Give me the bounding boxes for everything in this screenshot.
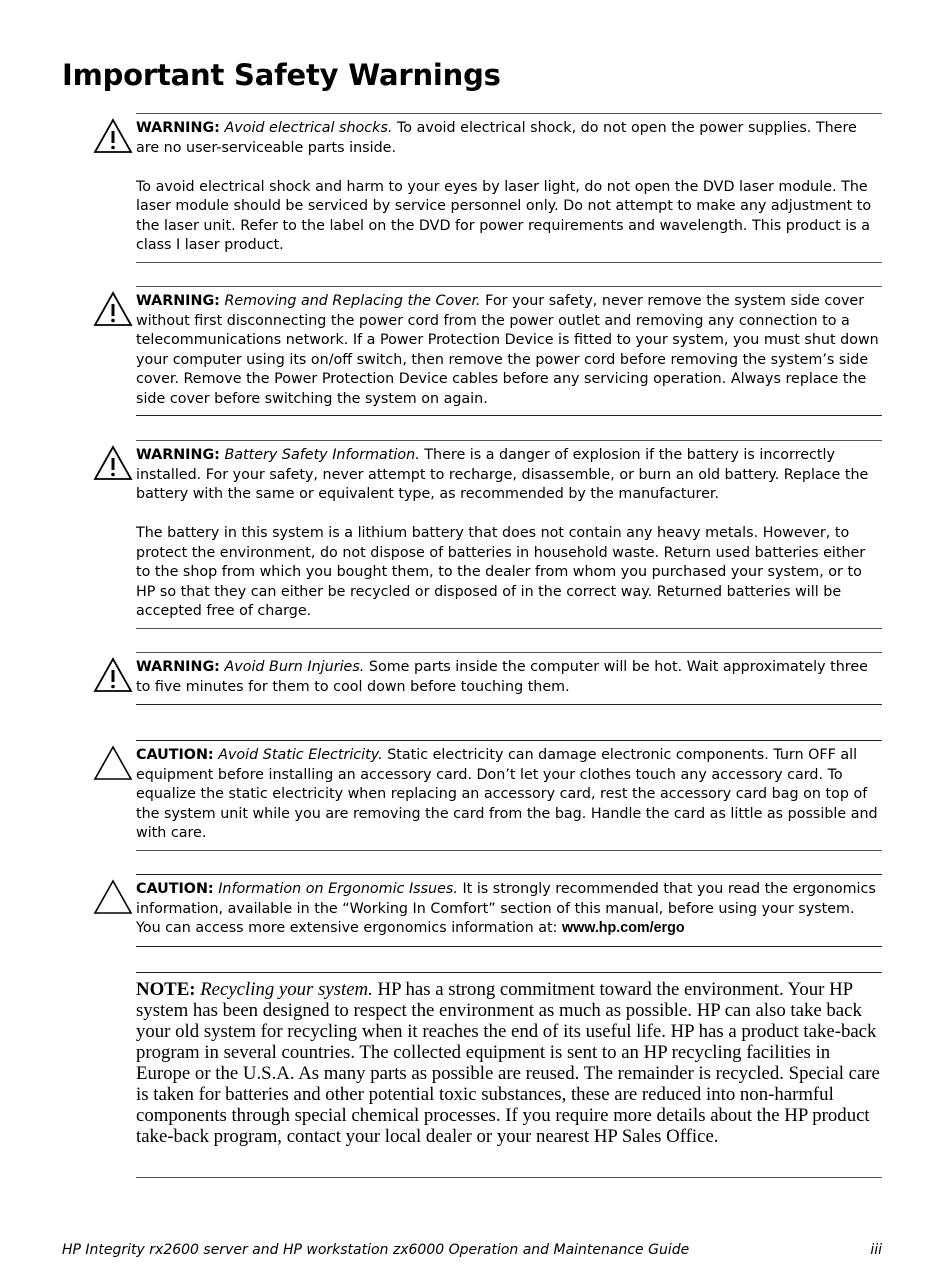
notice-bottom-rule — [136, 415, 882, 416]
notice-text: There is a danger of explosion if the battery is incorrectly installed. For your safety, never attempt to recharge, disassemble, or burn an old battery. Replace the battery with the same or equivalent type, as recommended by the manufacturer. — [136, 447, 869, 502]
note-bottom-rule — [136, 1177, 882, 1178]
notice-bottom-rule — [136, 628, 882, 629]
notice-subject: Information on Ergonomic Issues. — [218, 881, 458, 897]
notice-paragraph: To avoid electrical shock and harm to your eyes by laser light, do not open the DVD laser module. The laser module should be serviced by service personnel only. Do not attempt to make any adjustment to the laser unit. Refer to the label on the DVD for power requirements and wavelength. This product is a class I laser product. — [136, 178, 872, 253]
warning-icon — [93, 657, 133, 693]
notice-text: It is strongly recommended that you read the ergonomics information, available in the “Working In Comfort” section of this manual, before using your system. You can access more extensive ergonomics information at: — [136, 881, 876, 936]
page-title: Important Safety Warnings — [62, 58, 501, 92]
notice-text: Static electricity can damage electronic components. Turn OFF all equipment before installing an accessory card. Don’t let your clothes touch any accessory card. To equalize the static electricity when replacing an accessory card, rest the accessory card bag on top of the system unit while you are removing the card from the bag. Handle the card as little as possible and with care. — [136, 747, 878, 841]
notice-top-rule — [136, 113, 882, 114]
notice-subject: Avoid electrical shocks. — [224, 120, 393, 136]
notice-bottom-rule — [136, 704, 882, 705]
warning-icon — [93, 445, 133, 481]
footer-page-number: iii — [870, 1242, 882, 1258]
note-recycling — [136, 979, 882, 1147]
footer-doc-title: HP Integrity rx2600 server and HP workstation zx6000 Operation and Maintenance Guide — [62, 1242, 690, 1258]
notice-subject: Removing and Replacing the Cover. — [224, 293, 481, 309]
warning-electrical-shocks — [136, 119, 882, 256]
note-subject: Recycling your system. — [200, 979, 373, 1000]
note-top-rule — [136, 972, 882, 973]
notice-top-rule — [136, 740, 882, 741]
page-footer — [62, 1242, 882, 1258]
notice-top-rule — [136, 874, 882, 875]
notice-text: To avoid electrical shock, do not open the power supplies. There are no user-serviceable parts inside. — [136, 120, 857, 156]
notice-top-rule — [136, 440, 882, 441]
notice-label: WARNING: — [136, 120, 220, 136]
warning-icon — [93, 118, 133, 154]
notice-paragraph: The battery in this system is a lithium battery that does not contain any heavy metals. However, to protect the environment, do not dispose of batteries in household waste. Return used batteries either to the shop from which you bought them, to the dealer from whom you purchased your system, or to HP so that they can either be recycled or disposed of in the correct way. Returned batteries will be accepted free of charge. — [136, 525, 866, 619]
notice-subject: Battery Safety Information. — [224, 447, 420, 463]
notice-bottom-rule — [136, 946, 882, 947]
warning-removing-cover — [136, 292, 882, 409]
warning-icon — [93, 291, 133, 327]
notice-bottom-rule — [136, 262, 882, 263]
notice-top-rule — [136, 652, 882, 653]
notice-label: WARNING: — [136, 659, 220, 675]
notice-top-rule — [136, 286, 882, 287]
notice-label: WARNING: — [136, 293, 220, 309]
notice-text: Some parts inside the computer will be hot. Wait approximately three to five minutes for them to cool down before touching them. — [136, 659, 868, 695]
note-text: HP has a strong commitment toward the environment. Your HP system has been designed to respect the environment as much as possible. HP can also take back your old system for recycling when it reaches the end of its useful life. HP has a product take-back program in several countries. The collected equipment is sent to an HP recycling facilities in Europe or the U.S.A. As many parts as possible are reused. The remainder is recycled. Special care is taken for batteries and other potential toxic substances, these are reduced into non-harmful components through special chemical processes. If you require more details about the HP product take-back program, contact your local dealer or your nearest HP Sales Office. — [136, 979, 880, 1147]
ergo-url-link[interactable]: www.hp.com/ergo — [562, 920, 685, 936]
notice-subject: Avoid Burn Injuries. — [224, 659, 365, 675]
caution-icon — [93, 745, 133, 781]
notice-label: CAUTION: — [136, 881, 214, 897]
caution-ergonomic-issues — [136, 880, 882, 939]
caution-icon — [93, 879, 133, 915]
notice-text: For your safety, never remove the system side cover without first disconnecting the power cord from the power outlet and removing any connection to a telecommunications network. If a Power Protection Device is fitted to your system, you must shut down your computer using its on/off switch, then remove the power cord before removing the system’s side cover. Remove the Power Protection Device cables before any servicing operation. Always replace the side cover before switching the system on again. — [136, 293, 879, 407]
warning-battery-safety — [136, 446, 882, 622]
warning-burn-injuries — [136, 658, 882, 697]
notice-bottom-rule — [136, 850, 882, 851]
notice-label: CAUTION: — [136, 747, 214, 763]
note-label: NOTE: — [136, 979, 196, 1000]
notice-subject: Avoid Static Electricity. — [218, 747, 383, 763]
notice-label: WARNING: — [136, 447, 220, 463]
caution-static-electricity — [136, 746, 882, 844]
